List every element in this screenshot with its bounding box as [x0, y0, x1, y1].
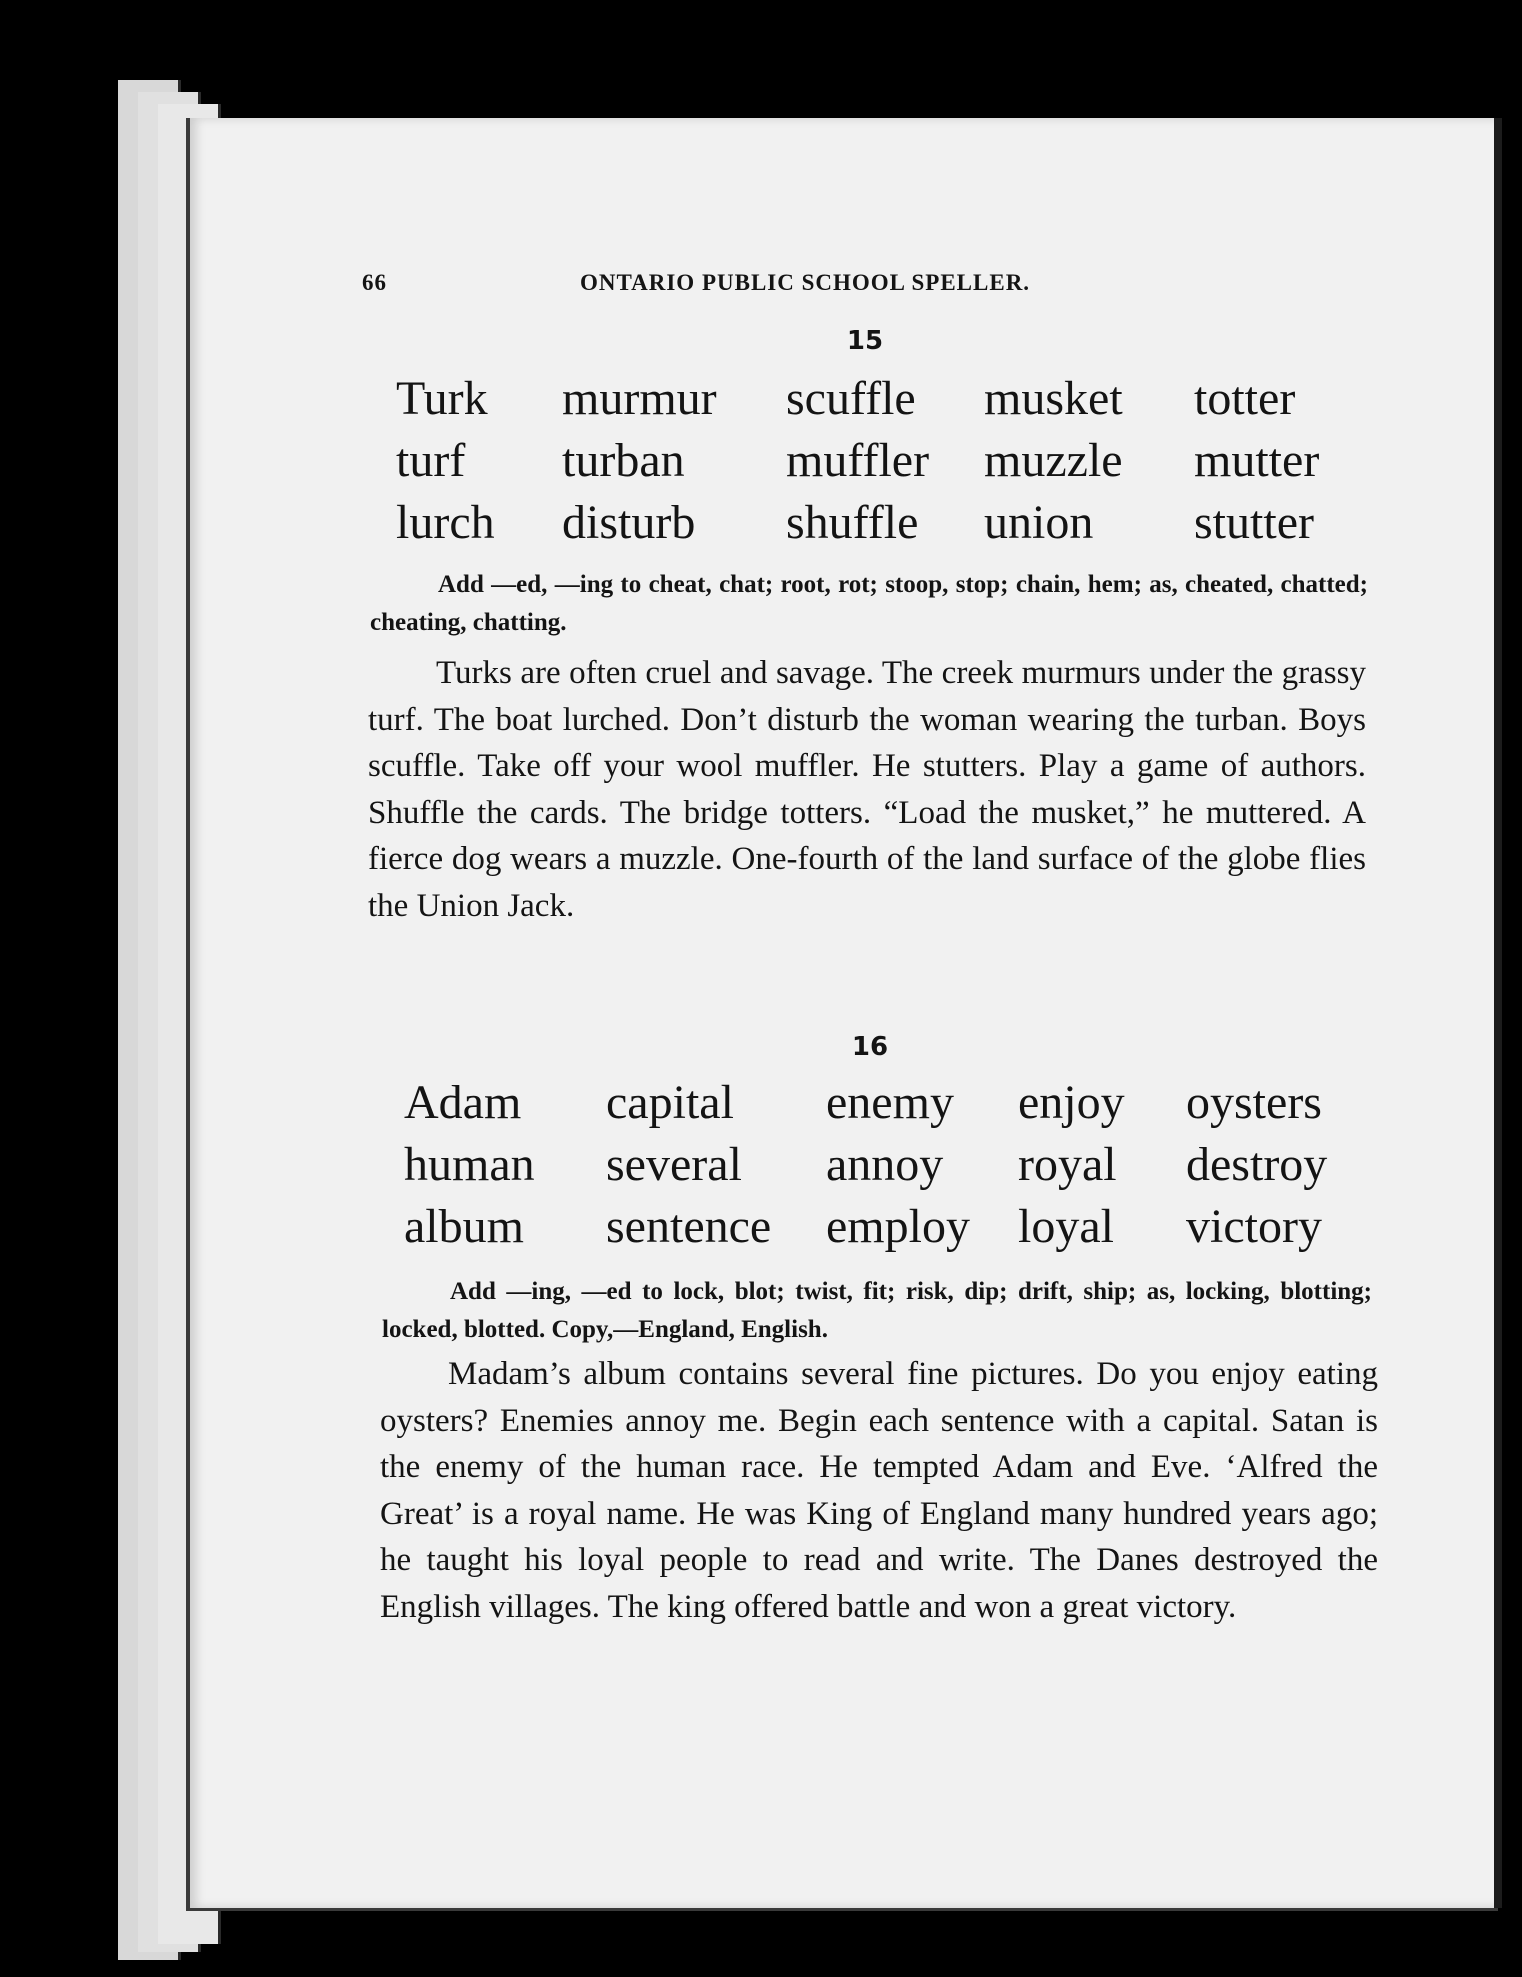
word: sentence [606, 1200, 772, 1253]
word: shuffle [786, 496, 919, 549]
word: murmur [562, 372, 717, 425]
word: Turk [396, 372, 488, 425]
word: mutter [1194, 434, 1320, 487]
word: employ [826, 1200, 970, 1253]
running-title: ONTARIO PUBLIC SCHOOL SPELLER. [580, 270, 1031, 295]
word: turban [562, 434, 685, 487]
book-page [186, 118, 1498, 1911]
page-edge [1494, 118, 1502, 1908]
word-list [404, 1072, 1366, 1258]
word: royal [1018, 1138, 1117, 1191]
instruction-text: Add —ed, —ing to cheat, chat; root, rot; stoop, stop; chain, hem; as, cheated, chatted; cheating, chatting. [370, 571, 1368, 636]
exercise-instructions [382, 1273, 1372, 1349]
word: muzzle [984, 434, 1123, 487]
word: enemy [826, 1076, 954, 1129]
word: muffler [786, 434, 930, 487]
exercise-instructions [370, 566, 1368, 642]
word: stutter [1194, 496, 1314, 549]
running-header [362, 270, 1342, 306]
word: lurch [396, 496, 495, 549]
page-number: 66 [362, 270, 387, 295]
word: destroy [1186, 1138, 1328, 1191]
word: totter [1194, 372, 1296, 425]
word: album [404, 1200, 524, 1253]
word: loyal [1018, 1200, 1114, 1253]
word: scuffle [786, 372, 916, 425]
word: union [984, 496, 1094, 549]
word: enjoy [1018, 1076, 1125, 1129]
lesson-number: 15 [846, 326, 884, 356]
word: capital [606, 1076, 734, 1129]
word: musket [984, 372, 1123, 425]
reading-paragraph: Turks are often cruel and savage. The creek murmurs under the grassy turf. The boat lurched. Don’t disturb the woman wearing the turban. Boys scuffle. Take off your wool muffler. He stutters. Play a game of authors. Shuffle the cards. The bridge totters. “Load the musket,” he muttered. A fierce dog wears a muzzle. One-fourth of the land surface of the globe flies the Union Jack. [368, 655, 1366, 924]
word: several [606, 1138, 742, 1191]
lesson-number: 16 [851, 1032, 889, 1062]
word: human [404, 1138, 535, 1191]
word: Adam [404, 1076, 522, 1129]
reading-paragraph: Madam’s album contains several fine pictures. Do you enjoy eating oysters? Enemies annoy me. Begin each sentence with a capital. Satan is the enemy of the human race. He tempted Adam and Eve. ‘Alfred the Great’ is a royal name. He was King of England many hundred years ago; he taught his loyal people to read and write. The Danes destroyed the English villages. The king offered battle and won a great victory. [380, 1356, 1378, 1625]
word: disturb [562, 496, 696, 549]
word-list [396, 368, 1374, 554]
word: annoy [826, 1138, 944, 1191]
word: turf [396, 434, 466, 487]
word: victory [1186, 1200, 1322, 1253]
word: oysters [1186, 1076, 1322, 1129]
instruction-text: Add —ing, —ed to lock, blot; twist, fit; risk, dip; drift, ship; as, locking, blotting; locked, blotted. Copy,—England, English. [382, 1278, 1372, 1343]
